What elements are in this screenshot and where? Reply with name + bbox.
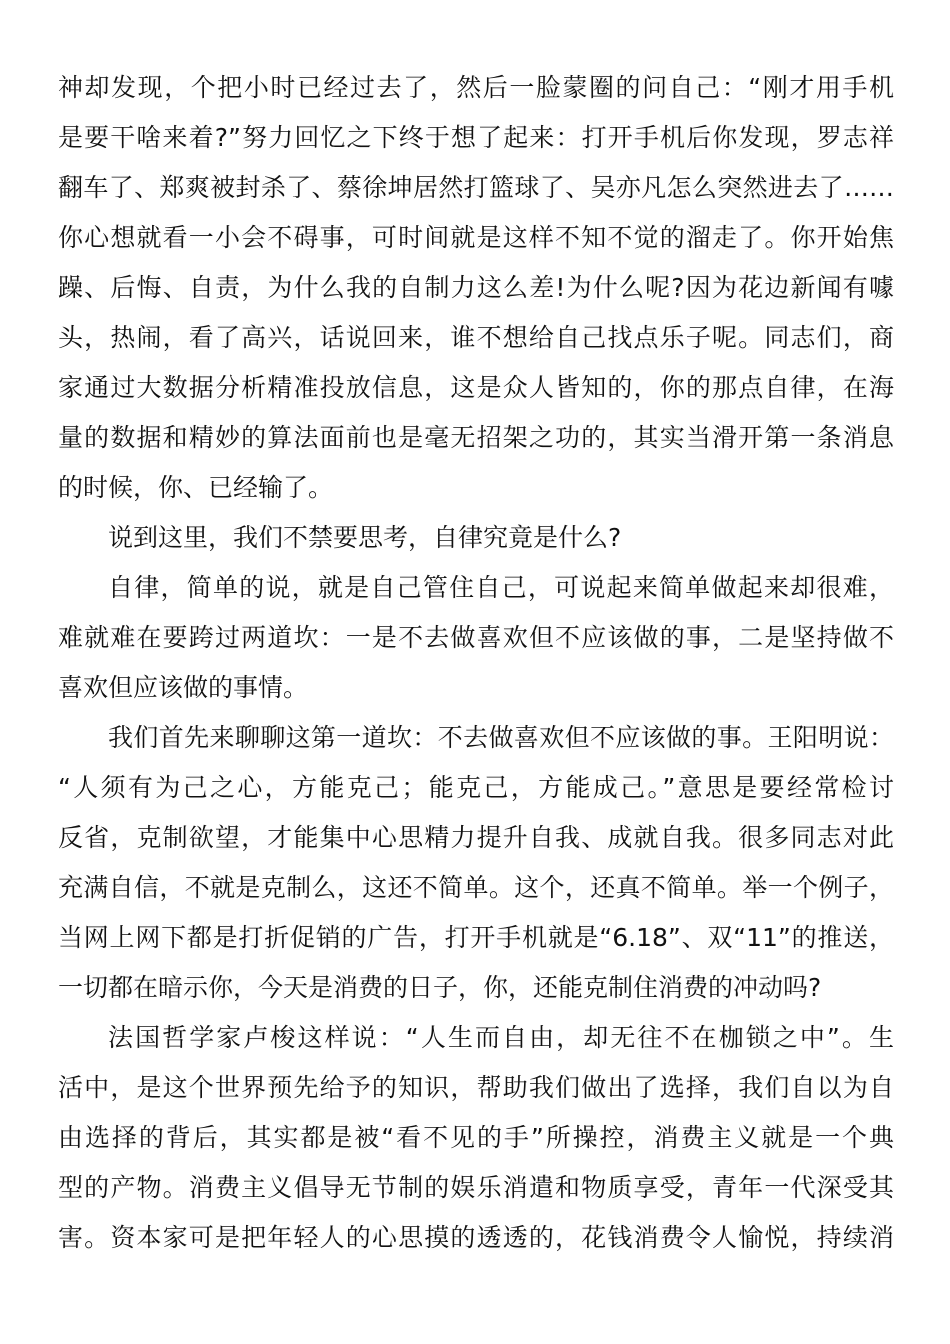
text-line: 型的产物。消费主义倡导无节制的娱乐消遣和物质享受，青年一代深受其: [58, 1173, 894, 1202]
text-line: 头，热闹，看了高兴，话说回来，谁不想给自己找点乐子呢。同志们，商: [58, 323, 894, 352]
text-line: 喜欢但应该做的事情。: [58, 673, 309, 702]
text-line: 你心想就看一小会不碍事，可时间就是这样不知不觉的溜走了。你开始焦: [58, 223, 894, 252]
text-line: 家通过大数据分析精准投放信息，这是众人皆知的，你的那点自律，在海: [58, 373, 894, 402]
text-line: 是要干啥来着?”努力回忆之下终于想了起来：打开手机后你发现，罗志祥: [58, 123, 894, 152]
paragraph-first-line: 我们首先来聊聊这第一道坎：不去做喜欢但不应该做的事。王阳明说：: [108, 723, 894, 752]
text-line: 一切都在暗示你，今天是消费的日子，你，还能克制住消费的冲动吗?: [58, 973, 822, 1002]
paragraph-first-line: 法国哲学家卢梭这样说：“人生而自由，却无往不在枷锁之中”。生: [108, 1023, 894, 1052]
text-line: 充满自信，不就是克制么，这还不简单。这个，还真不简单。举一个例子，: [58, 873, 894, 902]
text-line: “人须有为己之心，方能克己；能克己，方能成己。”意思是要经常检讨: [58, 773, 894, 802]
text-line: 当网上网下都是打折促销的广告，打开手机就是“6.18”、双“11”的推送，: [58, 923, 894, 952]
paragraph-first-line: 自律，简单的说，就是自己管住自己，可说起来简单做起来却很难，: [108, 573, 894, 602]
text-line: 量的数据和精妙的算法面前也是毫无招架之功的，其实当滑开第一条消息: [58, 423, 894, 452]
paragraph-first-line: 说到这里，我们不禁要思考，自律究竟是什么?: [108, 523, 622, 552]
text-line: 翻车了、郑爽被封杀了、蔡徐坤居然打篮球了、吴亦凡怎么突然进去了……: [58, 173, 894, 202]
text-line: 难就难在要跨过两道坎：一是不去做喜欢但不应该做的事，二是坚持做不: [58, 623, 894, 652]
text-line: 由选择的背后，其实都是被“看不见的手”所操控，消费主义就是一个典: [58, 1123, 894, 1152]
text-line: 活中，是这个世界预先给予的知识，帮助我们做出了选择，我们自以为自: [58, 1073, 894, 1102]
text-line: 害。资本家可是把年轻人的心思摸的透透的，花钱消费令人愉悦，持续消: [58, 1223, 894, 1252]
text-line: 反省，克制欲望，才能集中心思精力提升自我、成就自我。很多同志对此: [58, 823, 894, 852]
text-line: 的时候，你、已经输了。: [58, 473, 334, 502]
text-line: 神却发现，个把小时已经过去了，然后一脸蒙圈的问自己：“刚才用手机: [58, 73, 894, 102]
text-line: 躁、后悔、自责，为什么我的自制力这么差!为什么呢?因为花边新闻有噱: [58, 273, 894, 302]
